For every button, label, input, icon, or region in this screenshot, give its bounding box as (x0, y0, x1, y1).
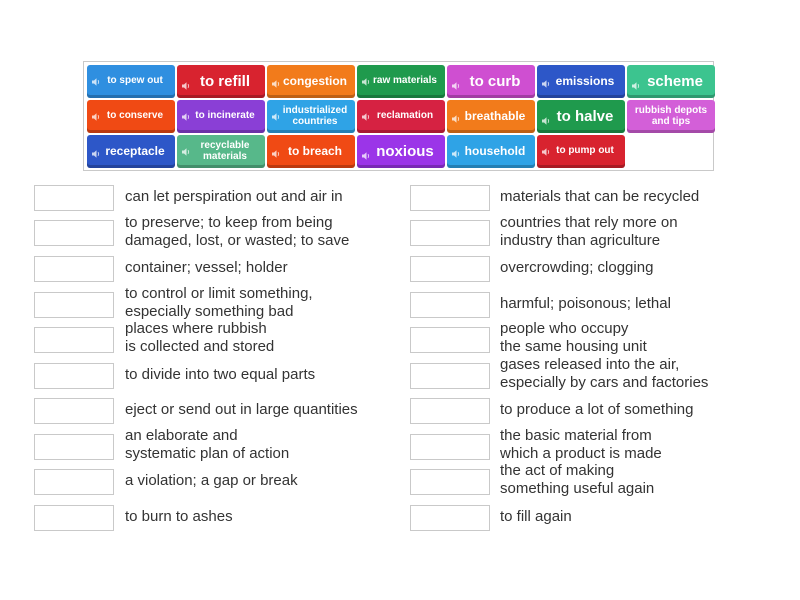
speaker-icon[interactable] (272, 148, 281, 156)
word-tile-label: raw materials (373, 75, 437, 87)
clue-text (125, 365, 315, 385)
clue-text (125, 427, 289, 463)
clue-line: is collected and stored (125, 338, 275, 355)
speaker-icon[interactable] (92, 78, 101, 86)
clue-text (500, 427, 662, 463)
word-tile[interactable] (267, 135, 355, 168)
word-tile[interactable] (357, 65, 445, 98)
clue-text (500, 258, 653, 278)
word-tile-label: receptacle (105, 144, 165, 159)
word-tile-label: scheme (647, 72, 703, 90)
word-tile[interactable] (627, 65, 715, 98)
answer-slot[interactable] (410, 398, 490, 424)
word-tile[interactable] (537, 65, 625, 98)
clue-text (500, 462, 654, 498)
word-tile-label: congestion (282, 74, 347, 89)
word-tile[interactable] (447, 100, 535, 133)
clue-text (500, 507, 572, 527)
clue-line: a violation; a gap or break (125, 472, 298, 489)
speaker-icon[interactable] (452, 148, 461, 156)
clue-line: an elaborate and (125, 427, 238, 444)
answer-slot[interactable] (34, 185, 114, 211)
speaker-icon[interactable] (92, 148, 101, 156)
speaker-icon[interactable] (182, 78, 191, 86)
word-tile-label: recyclable materials (200, 140, 250, 162)
answer-slot[interactable] (34, 292, 114, 318)
clue-line: the same housing unit (500, 338, 647, 355)
word-tile[interactable] (177, 65, 265, 98)
word-tile-label: to halve (556, 107, 614, 125)
clue-line: eject or send out in large quantities (125, 401, 358, 418)
answer-slot[interactable] (410, 292, 490, 318)
speaker-icon[interactable] (452, 78, 461, 86)
speaker-icon[interactable] (542, 148, 551, 156)
word-tile-label: to refill (199, 72, 250, 90)
word-tile[interactable] (537, 135, 625, 168)
clue-line: gases released into the air, (500, 356, 680, 373)
clue-text (500, 214, 678, 250)
word-tile[interactable] (177, 100, 265, 133)
answer-slot[interactable] (34, 363, 114, 389)
clue-text (500, 356, 708, 392)
word-tile[interactable] (267, 100, 355, 133)
word-tile[interactable] (267, 65, 355, 98)
word-tile[interactable] (87, 135, 175, 168)
clue-line: can let perspiration out and air in (125, 188, 343, 205)
word-tile-label: rubbish depots and tips (634, 105, 708, 127)
speaker-icon[interactable] (182, 148, 191, 156)
word-bank (83, 61, 714, 171)
speaker-icon[interactable] (272, 113, 281, 121)
clue-text (125, 285, 313, 321)
word-tile[interactable] (537, 100, 625, 133)
word-tile-label: household (464, 144, 526, 159)
answer-slot[interactable] (34, 220, 114, 246)
word-tile[interactable] (357, 100, 445, 133)
speaker-icon[interactable] (92, 113, 101, 121)
clue-line: which a product is made (500, 445, 662, 462)
clue-text (125, 214, 349, 250)
clue-line: to fill again (500, 508, 572, 525)
clue-text (125, 507, 233, 527)
clue-line: overcrowding; clogging (500, 259, 654, 276)
word-tile-label: to curb (469, 72, 521, 90)
word-tile-label: industrialized countries (282, 105, 348, 127)
clue-line: container; vessel; holder (125, 259, 288, 276)
speaker-icon[interactable] (362, 113, 371, 121)
answer-slot[interactable] (410, 469, 490, 495)
clue-text (125, 320, 274, 356)
word-tile-label: to incinerate (195, 110, 255, 122)
clue-line: materials that can be recycled (500, 188, 700, 205)
answer-slot[interactable] (410, 220, 490, 246)
clue-text (125, 400, 358, 420)
word-tile[interactable] (627, 100, 715, 133)
clue-line: especially by cars and factories (500, 374, 709, 391)
clue-line: to burn to ashes (125, 508, 233, 525)
clue-line: people who occupy (500, 320, 629, 337)
speaker-icon[interactable] (632, 78, 641, 86)
clue-text (500, 294, 671, 314)
clue-line: systematic plan of action (125, 445, 290, 462)
clue-text (125, 471, 298, 491)
speaker-icon[interactable] (182, 113, 191, 121)
clue-line: harmful; poisonous; lethal (500, 295, 671, 312)
clue-line: the act of making (500, 462, 615, 479)
speaker-icon[interactable] (362, 78, 371, 86)
clue-line: to produce a lot of something (500, 401, 694, 418)
answer-slot[interactable] (410, 505, 490, 531)
clue-line: to divide into two equal parts (125, 366, 316, 383)
word-tile-label: to spew out (107, 75, 163, 87)
clue-text (125, 258, 288, 278)
clue-text (125, 187, 343, 207)
answer-slot[interactable] (410, 363, 490, 389)
answer-slot[interactable] (34, 256, 114, 282)
clue-line: countries that rely more on (500, 214, 678, 231)
clue-line: places where rubbish (125, 320, 267, 337)
word-tile-label: to breach (287, 144, 342, 159)
word-tile[interactable] (447, 135, 535, 168)
word-tile-label: breathable (464, 109, 526, 124)
clue-line: the basic material from (500, 427, 652, 444)
clue-line: something useful again (500, 480, 655, 497)
word-tile[interactable] (87, 65, 175, 98)
word-tile[interactable] (87, 100, 175, 133)
answer-slot[interactable] (34, 469, 114, 495)
word-tile-label: noxious (376, 142, 434, 160)
answer-slot[interactable] (34, 434, 114, 460)
answer-slot[interactable] (410, 327, 490, 353)
word-tile[interactable] (447, 65, 535, 98)
word-tile-label: to conserve (106, 110, 164, 122)
answer-slot[interactable] (410, 434, 490, 460)
word-tile-label: reclamation (376, 110, 434, 122)
word-tile-label: to pump out (556, 145, 614, 157)
answer-slot[interactable] (410, 185, 490, 211)
clue-line: damaged, lost, or wasted; to save (125, 232, 350, 249)
clue-text (500, 187, 699, 207)
answer-slot[interactable] (410, 256, 490, 282)
clue-line: especially something bad (125, 303, 294, 320)
clue-line: to control or limit something, (125, 285, 313, 302)
speaker-icon[interactable] (452, 113, 461, 121)
clue-text (500, 320, 647, 356)
speaker-icon[interactable] (272, 78, 281, 86)
clue-line: to preserve; to keep from being (125, 214, 333, 231)
speaker-icon[interactable] (542, 78, 551, 86)
answer-slot[interactable] (34, 327, 114, 353)
word-tile-label: emissions (555, 74, 615, 89)
answer-slot[interactable] (34, 398, 114, 424)
answer-slot[interactable] (34, 505, 114, 531)
clue-text (500, 400, 693, 420)
word-tile[interactable] (177, 135, 265, 168)
speaker-icon[interactable] (362, 148, 371, 156)
word-tile[interactable] (357, 135, 445, 168)
clue-line: industry than agriculture (500, 232, 661, 249)
speaker-icon[interactable] (542, 113, 551, 121)
